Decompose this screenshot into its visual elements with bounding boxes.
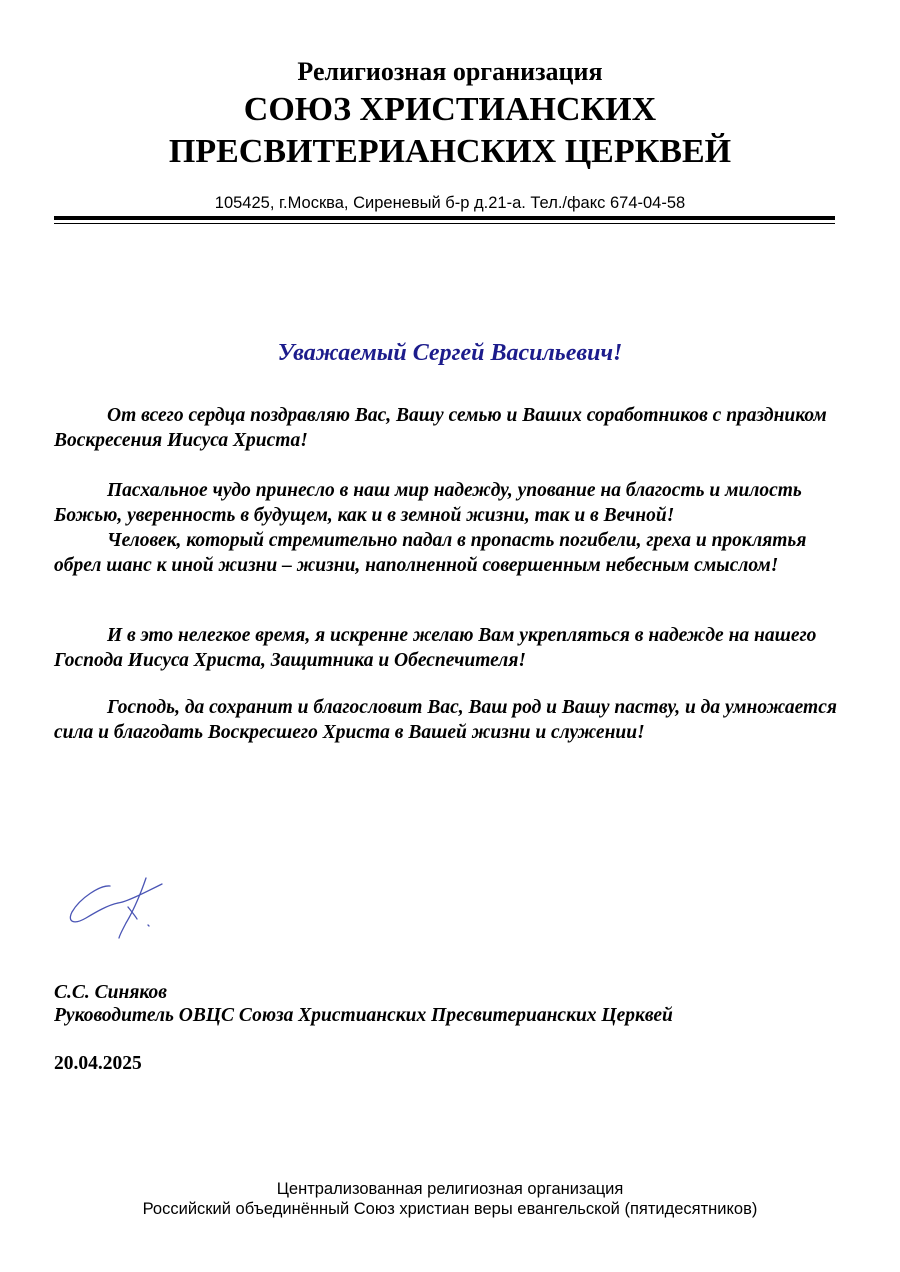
paragraph-text: И в это нелегкое время, я искренне желаю Вам укрепляться в надежде на нашего Господа Иисуса Христа, Защитника и Обеспечителя! <box>54 625 817 671</box>
letter-greeting: Уважаемый Сергей Васильевич! <box>277 340 623 366</box>
letter-paragraph <box>54 478 854 578</box>
signature-strokes <box>70 878 162 938</box>
paragraph-text: От всего сердца поздравляю Вас, Вашу семью и Ваших соработников с праздником Воскресения Иисуса Христа! <box>54 405 827 451</box>
signature-stroke <box>148 925 149 926</box>
signature-stroke <box>119 878 146 938</box>
org-name-line2: ПРЕСВИТЕРИАНСКИХ ЦЕРКВЕЙ <box>168 133 732 170</box>
paragraph-text: Пасхальное чудо принесло в наш мир надежду, упование на благость и милость Божью, уверенность в будущем, как и в земной жизни, так и в Вечной! <box>54 480 802 526</box>
handwritten-signature <box>66 872 176 947</box>
header-divider-thick <box>54 216 835 220</box>
footer-line1: Централизованная религиозная организация <box>276 1180 624 1198</box>
letter-date: 20.04.2025 <box>54 1053 142 1074</box>
letter-paragraph <box>54 403 854 453</box>
org-type: Религиозная организация <box>297 57 603 86</box>
header-divider-thin <box>54 223 835 224</box>
org-name-line1: СОЮЗ ХРИСТИАНСКИХ <box>243 91 657 128</box>
org-address: 105425, г.Москва, Сиреневый б-р д.21-а. Тел./факс 674-04-58 <box>214 194 686 212</box>
paragraph-text: Господь, да сохранит и благословит Вас, Ваш род и Вашу паству, и да умножается сила и благодать Воскресшего Христа в Вашей жизни и служении! <box>54 697 837 743</box>
paragraph-text: Человек, который стремительно падал в пропасть погибели, греха и проклятья обрел шанс к иной жизни – жизни, наполненной совершенным небесным смыслом! <box>54 530 807 576</box>
signer-title: Руководитель ОВЦС Союза Христианских Пресвитерианских Церквей <box>54 1005 673 1026</box>
signature-stroke <box>70 886 118 922</box>
signer-name: С.С. Синяков <box>54 982 167 1003</box>
letter-paragraph <box>54 623 854 673</box>
footer-line2: Российский объединённый Союз христиан веры евангельской (пятидесятников) <box>142 1200 758 1218</box>
letter-paragraph <box>54 695 854 745</box>
